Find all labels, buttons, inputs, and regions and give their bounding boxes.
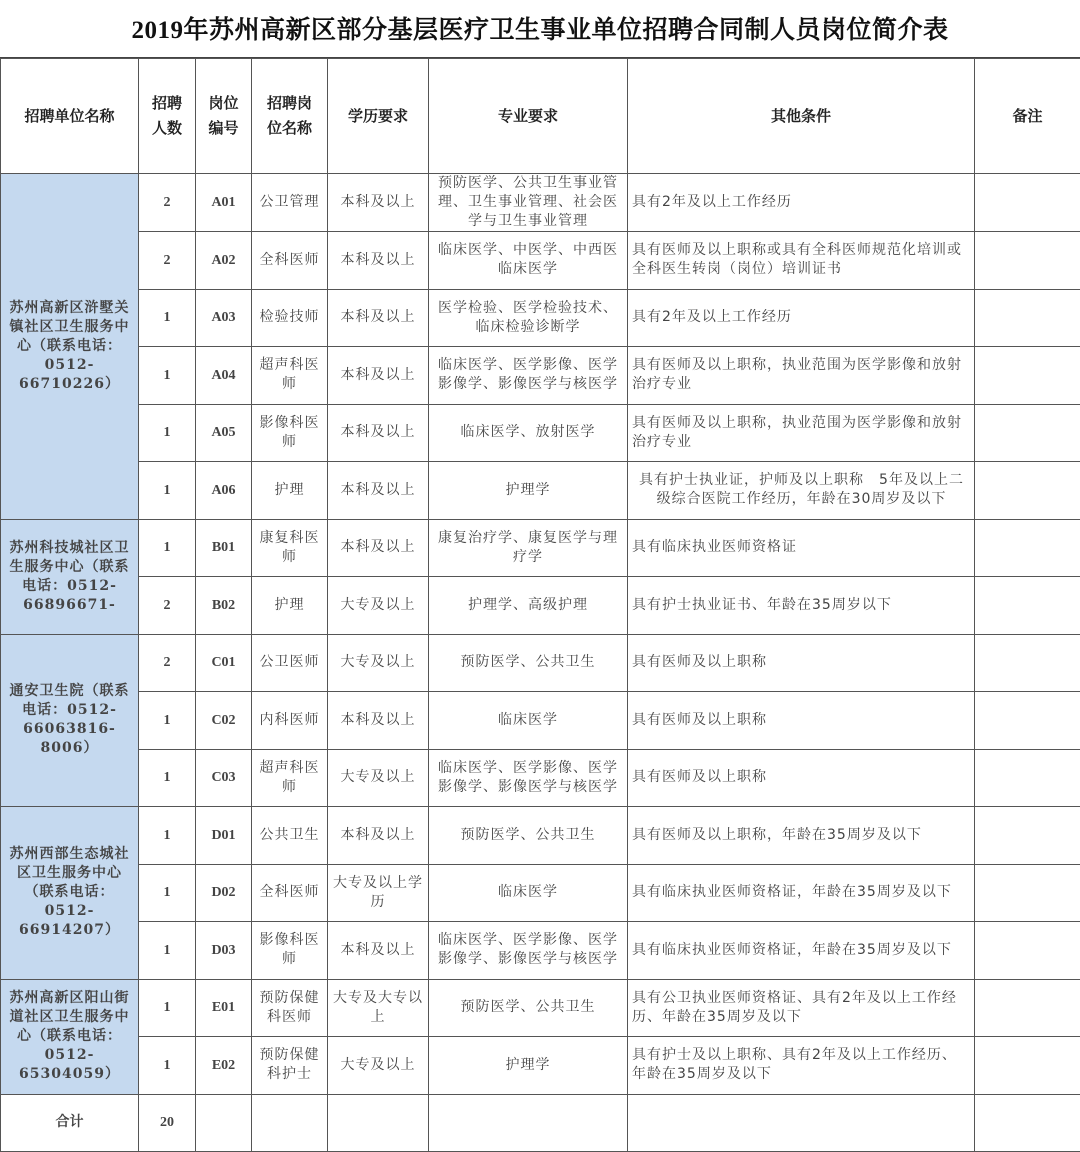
post-cell: 公卫医师 [252, 634, 328, 692]
count-cell: 1 [139, 749, 196, 807]
table-row [1, 749, 1080, 807]
education-cell: 本科及以上 [328, 519, 429, 577]
code-cell: E01 [196, 979, 252, 1037]
education-cell: 大专及以上 [328, 749, 429, 807]
header-post: 招聘岗位名称 [252, 59, 328, 174]
major-cell: 临床医学 [429, 864, 628, 922]
remark-cell [975, 347, 1080, 405]
major-cell: 临床医学、医学影像、医学影像学、影像医学与核医学 [429, 922, 628, 980]
remark-cell [975, 807, 1080, 865]
remark-cell [975, 519, 1080, 577]
code-cell: E02 [196, 1037, 252, 1095]
count-cell: 1 [139, 462, 196, 520]
major-cell: 护理学 [429, 1037, 628, 1095]
count-cell: 1 [139, 519, 196, 577]
code-cell: C03 [196, 749, 252, 807]
count-cell: 2 [139, 577, 196, 635]
code-cell: A01 [196, 174, 252, 232]
post-cell: 影像科医师 [252, 922, 328, 980]
empty-cell [429, 1094, 628, 1152]
table-row [1, 462, 1080, 520]
major-cell: 护理学、高级护理 [429, 577, 628, 635]
unit-name: 苏州高新区阳山街道社区卫生服务中心（联系电话：0512-65304059） [1, 979, 139, 1094]
education-cell: 大专及以上 [328, 634, 429, 692]
code-cell: C02 [196, 692, 252, 750]
count-cell: 1 [139, 979, 196, 1037]
other-cell: 具有医师及以上职称 [628, 749, 975, 807]
education-cell: 大专及以上 [328, 577, 429, 635]
remark-cell [975, 922, 1080, 980]
other-cell: 具有医师及以上职称 [628, 692, 975, 750]
education-cell: 大专及以上 [328, 1037, 429, 1095]
header-other: 其他条件 [628, 59, 975, 174]
major-cell: 预防医学、公共卫生 [429, 807, 628, 865]
post-cell: 超声科医师 [252, 749, 328, 807]
education-cell: 本科及以上 [328, 404, 429, 462]
table-row [1, 404, 1080, 462]
table-row [1, 1037, 1080, 1095]
education-cell: 本科及以上 [328, 232, 429, 290]
empty-cell [196, 1094, 252, 1152]
major-cell: 临床医学 [429, 692, 628, 750]
count-cell: 1 [139, 807, 196, 865]
major-cell: 预防医学、公共卫生事业管理、卫生事业管理、社会医学与卫生事业管理 [429, 174, 628, 232]
other-cell: 具有护士及以上职称、具有2年及以上工作经历、年龄在35周岁及以下 [628, 1037, 975, 1095]
code-cell: C01 [196, 634, 252, 692]
empty-cell [628, 1094, 975, 1152]
remark-cell [975, 232, 1080, 290]
post-cell: 公卫管理 [252, 174, 328, 232]
positions-table [0, 58, 1080, 1152]
table-row [1, 347, 1080, 405]
count-cell: 1 [139, 1037, 196, 1095]
post-cell: 护理 [252, 577, 328, 635]
header-education: 学历要求 [328, 59, 429, 174]
remark-cell [975, 462, 1080, 520]
count-cell: 1 [139, 692, 196, 750]
remark-cell [975, 404, 1080, 462]
header-unit: 招聘单位名称 [1, 59, 139, 174]
count-cell: 1 [139, 404, 196, 462]
remark-cell [975, 979, 1080, 1037]
total-row [1, 1094, 1080, 1152]
post-cell: 预防保健科护士 [252, 1037, 328, 1095]
post-cell: 检验技师 [252, 289, 328, 347]
unit-name: 苏州高新区浒墅关镇社区卫生服务中心（联系电话：0512-66710226） [1, 174, 139, 520]
unit-name: 苏州西部生态城社区卫生服务中心（联系电话：0512-66914207） [1, 807, 139, 980]
education-cell: 本科及以上 [328, 174, 429, 232]
post-cell: 影像科医师 [252, 404, 328, 462]
unit-name: 通安卫生院（联系电话：0512-66063816-8006） [1, 634, 139, 807]
code-cell: B02 [196, 577, 252, 635]
major-cell: 康复治疗学、康复医学与理疗学 [429, 519, 628, 577]
code-cell: D01 [196, 807, 252, 865]
education-cell: 本科及以上 [328, 807, 429, 865]
header-remark: 备注 [975, 59, 1080, 174]
major-cell: 临床医学、医学影像、医学影像学、影像医学与核医学 [429, 347, 628, 405]
post-cell: 护理 [252, 462, 328, 520]
page-title: 2019年苏州高新区部分基层医疗卫生事业单位招聘合同制人员岗位简介表 [0, 0, 1080, 58]
code-cell: D03 [196, 922, 252, 980]
major-cell: 临床医学、放射医学 [429, 404, 628, 462]
post-cell: 康复科医师 [252, 519, 328, 577]
other-cell: 具有医师及以上职称 [628, 634, 975, 692]
code-cell: B01 [196, 519, 252, 577]
other-cell: 具有临床执业医师资格证，年龄在35周岁及以下 [628, 864, 975, 922]
other-cell: 具有护士执业证书、年龄在35周岁以下 [628, 577, 975, 635]
header-count: 招聘人数 [139, 59, 196, 174]
education-cell: 本科及以上 [328, 692, 429, 750]
education-cell: 本科及以上 [328, 347, 429, 405]
other-cell: 具有护士执业证，护师及以上职称 5年及以上二级综合医院工作经历，年龄在30周岁及以下 [628, 462, 975, 520]
education-cell: 大专及大专以上 [328, 979, 429, 1037]
education-cell: 本科及以上 [328, 289, 429, 347]
remark-cell [975, 289, 1080, 347]
table-row [1, 174, 1080, 232]
remark-cell [975, 692, 1080, 750]
count-cell: 2 [139, 232, 196, 290]
code-cell: A02 [196, 232, 252, 290]
major-cell: 临床医学、医学影像、医学影像学、影像医学与核医学 [429, 749, 628, 807]
code-cell: A04 [196, 347, 252, 405]
remark-cell [975, 634, 1080, 692]
major-cell: 预防医学、公共卫生 [429, 634, 628, 692]
post-cell: 公共卫生 [252, 807, 328, 865]
post-cell: 预防保健科医师 [252, 979, 328, 1037]
table-row [1, 922, 1080, 980]
count-cell: 1 [139, 347, 196, 405]
code-cell: D02 [196, 864, 252, 922]
other-cell: 具有医师及以上职称，年龄在35周岁及以下 [628, 807, 975, 865]
count-cell: 1 [139, 922, 196, 980]
major-cell: 护理学 [429, 462, 628, 520]
remark-cell [975, 1037, 1080, 1095]
count-cell: 2 [139, 634, 196, 692]
code-cell: A06 [196, 462, 252, 520]
other-cell: 具有临床执业医师资格证，年龄在35周岁及以下 [628, 922, 975, 980]
other-cell: 具有2年及以上工作经历 [628, 289, 975, 347]
code-cell: A03 [196, 289, 252, 347]
table-row [1, 634, 1080, 692]
table-row [1, 864, 1080, 922]
empty-cell [975, 1094, 1080, 1152]
remark-cell [975, 864, 1080, 922]
table-row [1, 519, 1080, 577]
table-row [1, 232, 1080, 290]
other-cell: 具有医师及以上职称，执业范围为医学影像和放射治疗专业 [628, 347, 975, 405]
other-cell: 具有医师及以上职称或具有全科医师规范化培训或全科医生转岗（岗位）培训证书 [628, 232, 975, 290]
table-row [1, 692, 1080, 750]
other-cell: 具有2年及以上工作经历 [628, 174, 975, 232]
count-cell: 1 [139, 864, 196, 922]
total-count: 20 [139, 1094, 196, 1152]
empty-cell [328, 1094, 429, 1152]
header-row [1, 59, 1080, 174]
post-cell: 超声科医师 [252, 347, 328, 405]
count-cell: 1 [139, 289, 196, 347]
education-cell: 本科及以上 [328, 462, 429, 520]
other-cell: 具有公卫执业医师资格证、具有2年及以上工作经历、年龄在35周岁及以下 [628, 979, 975, 1037]
code-cell: A05 [196, 404, 252, 462]
table-row [1, 807, 1080, 865]
major-cell: 医学检验、医学检验技术、临床检验诊断学 [429, 289, 628, 347]
education-cell: 本科及以上 [328, 922, 429, 980]
major-cell: 临床医学、中医学、中西医临床医学 [429, 232, 628, 290]
header-major: 专业要求 [429, 59, 628, 174]
table-row [1, 979, 1080, 1037]
header-code: 岗位编号 [196, 59, 252, 174]
empty-cell [252, 1094, 328, 1152]
unit-name: 苏州科技城社区卫生服务中心（联系电话：0512-66896671- [1, 519, 139, 634]
table-row [1, 577, 1080, 635]
remark-cell [975, 577, 1080, 635]
remark-cell [975, 174, 1080, 232]
total-label: 合计 [1, 1094, 139, 1152]
post-cell: 内科医师 [252, 692, 328, 750]
major-cell: 预防医学、公共卫生 [429, 979, 628, 1037]
post-cell: 全科医师 [252, 864, 328, 922]
remark-cell [975, 749, 1080, 807]
other-cell: 具有医师及以上职称，执业范围为医学影像和放射治疗专业 [628, 404, 975, 462]
table-row [1, 289, 1080, 347]
count-cell: 2 [139, 174, 196, 232]
education-cell: 大专及以上学历 [328, 864, 429, 922]
post-cell: 全科医师 [252, 232, 328, 290]
other-cell: 具有临床执业医师资格证 [628, 519, 975, 577]
